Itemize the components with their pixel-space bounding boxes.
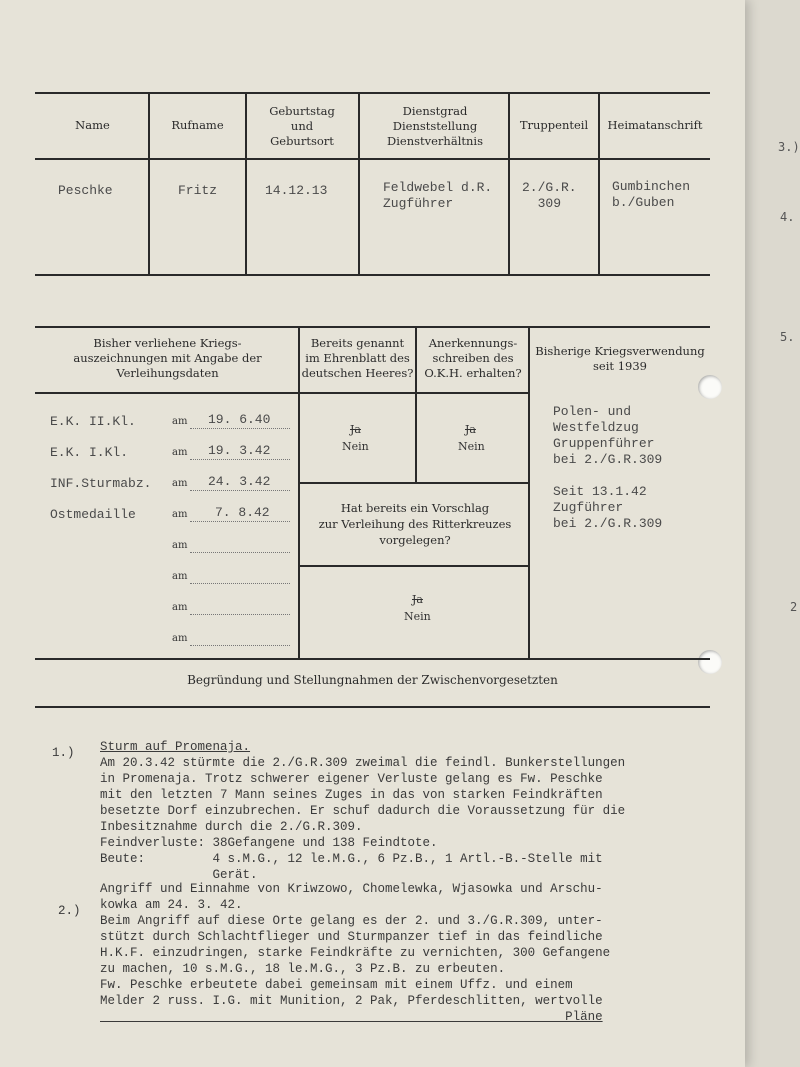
item-1-line-2: in Promenaja. Trotz schwerer eigener Verluste gelang es Fw. Peschke	[100, 772, 603, 786]
next-page-edge	[740, 0, 800, 1067]
item-2-line-4: H.K.F. einzudringen, starke Feindkräfte zu vernichten, 300 Gefangene	[100, 946, 611, 960]
ehrenblatt-nein: Nein	[342, 440, 369, 453]
item-2-line-2: Beim Angriff auf diese Orte gelang es der 2. und 3./G.R.309, unter-	[100, 914, 603, 928]
header-geburtstag: Geburtstag und Geburtsort	[269, 104, 335, 148]
header-awards: Bisher verliehene Kriegs- auszeichnungen mit Angabe der Verleihungsdaten	[73, 336, 262, 380]
award-date-3: 24. 3.42	[208, 474, 271, 489]
verwendung-text-2: Seit 13.1.42 Zugführer bei 2./G.R.309	[553, 484, 663, 531]
value-truppenteil: 2./G.R. 309	[522, 180, 577, 211]
header-heimat: Heimatanschrift	[607, 118, 703, 132]
am-label-4: am	[172, 509, 188, 520]
item-1-line-8: Gerät.	[100, 868, 258, 882]
anerkennung-ja: Ja	[465, 423, 476, 436]
am-label-3: am	[172, 478, 188, 489]
item-1-line-5: Inbesitznahme durch die 2./G.R.309.	[100, 820, 363, 834]
anerkennung-nein: Nein	[458, 440, 485, 453]
award-name-4: Ostmedaille	[50, 507, 136, 522]
award-name-1: E.K. II.Kl.	[50, 414, 136, 429]
award-name-2: E.K. I.Kl.	[50, 445, 129, 460]
am-label-1: am	[172, 416, 188, 427]
item-2-num: 2.)	[58, 904, 81, 918]
header-truppenteil: Truppenteil	[519, 118, 589, 132]
margin-mark-4: 4.	[780, 210, 795, 224]
award-date-2: 19. 3.42	[208, 443, 271, 458]
item-1-line-4: besetzte Dorf einzubrechen. Er schuf dadurch die Voraussetzung für die	[100, 804, 626, 818]
header-name: Name	[75, 118, 110, 132]
value-geburtstag: 14.12.13	[265, 183, 328, 198]
margin-mark-3: 3.)	[778, 140, 800, 154]
ritterkreuz-question: Hat bereits ein Vorschlag zur Verleihung des Ritterkreuzes vorgelegen?	[318, 501, 512, 547]
item-1-line-3: mit den letzten 7 Mann seines Zuges in das von starken Feindkräften	[100, 788, 603, 802]
header-rufname: Rufname	[171, 118, 224, 132]
margin-mark-5: 5.	[780, 330, 795, 344]
ritterkreuz-ja: Ja	[412, 593, 423, 606]
value-dienstgrad: Feldwebel d.R. Zugführer	[383, 180, 493, 211]
item-2-line-1: kowka am 24. 3. 42.	[100, 898, 243, 912]
value-rufname: Fritz	[178, 183, 218, 198]
ehrenblatt-ja: Ja	[350, 423, 361, 436]
ritterkreuz-nein: Nein	[404, 610, 431, 623]
award-date-1: 19. 6.40	[208, 412, 271, 427]
item-1-num: 1.)	[52, 746, 75, 760]
section-title: Begründung und Stellungnahmen der Zwischenvorgesetzten	[187, 673, 558, 687]
item-2-line-3: stützt durch Schlachtflieger und Sturmpanzer tief in das feindliche	[100, 930, 603, 944]
item-2-title: Angriff und Einnahme von Kriwzowo, Chomelewka, Wjasowka und Arschu-	[100, 882, 603, 896]
item-2-line-6: Fw. Peschke erbeutete dabei gemeinsam mit einem Uffz. und einem	[100, 978, 573, 992]
verwendung-text: Polen- und Westfeldzug Gruppenführer bei 2./G.R.309	[553, 404, 663, 467]
am-label-6: am	[172, 571, 188, 582]
punch-hole-top	[698, 375, 722, 399]
item-2-line-8: Pläne	[100, 1010, 603, 1024]
item-2-line-5: zu machen, 10 s.M.G., 18 le.M.G., 3 Pz.B. zu erbeuten.	[100, 962, 506, 976]
header-ehrenblatt: Bereits genannt im Ehrenblatt des deutschen Heeres?	[301, 336, 414, 380]
am-label-2: am	[172, 447, 188, 458]
award-date-4: 7. 8.42	[215, 505, 270, 520]
am-label-7: am	[172, 602, 188, 613]
item-1-line-6: Feindverluste: 38Gefangene und 138 Feindtote.	[100, 836, 438, 850]
punch-hole-bottom	[698, 650, 722, 674]
margin-mark-2: 2	[790, 600, 798, 614]
am-label-8: am	[172, 633, 188, 644]
header-anerkennung: Anerkennungs- schreiben des O.K.H. erhalten?	[424, 336, 522, 380]
item-1-title: Sturm auf Promenaja.	[100, 740, 251, 754]
header-verwendung: Bisherige Kriegsverwendung seit 1939	[535, 344, 705, 373]
value-name: Peschke	[58, 183, 113, 198]
am-label-5: am	[172, 540, 188, 551]
award-name-3: INF.Sturmabz.	[50, 476, 152, 491]
item-1-line-1: Am 20.3.42 stürmte die 2./G.R.309 zweimal die feindl. Bunkerstellungen	[100, 756, 626, 770]
item-2-line-7: Melder 2 russ. I.G. mit Munition, 2 Pak, Pferdeschlitten, wertvolle	[100, 994, 603, 1008]
value-heimat: Gumbinchen b./Guben	[612, 179, 691, 210]
item-1-line-7: Beute: 4 s.M.G., 12 le.M.G., 6 Pz.B., 1 Artl.-B.-Stelle mit	[100, 852, 603, 866]
header-dienstgrad: Dienstgrad Dienststellung Dienstverhältnis	[387, 104, 483, 148]
